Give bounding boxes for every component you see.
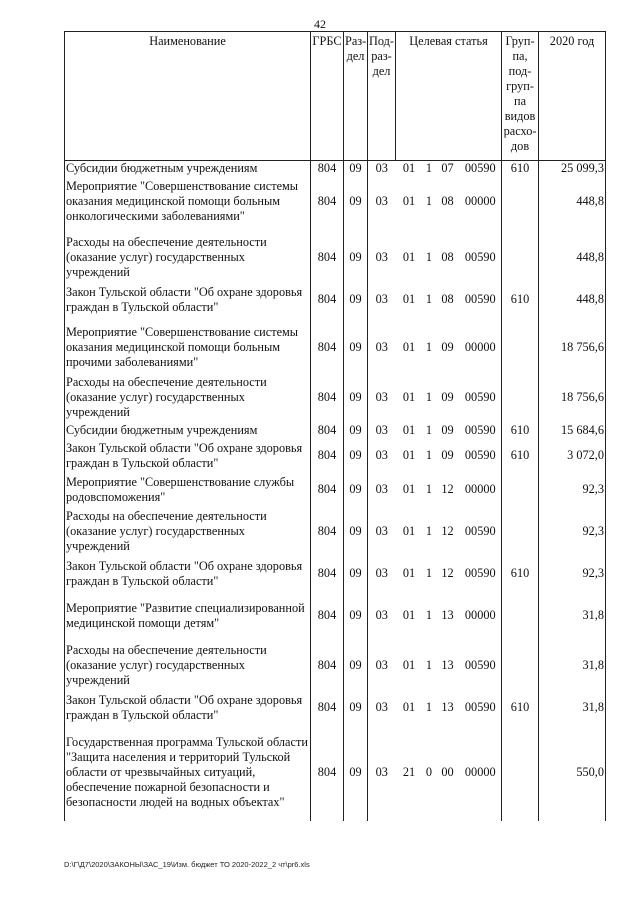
cell-vid: 610: [502, 439, 539, 473]
cell-pr: 03: [368, 641, 396, 691]
cell-t1: 21: [402, 765, 416, 779]
cell-t3: 08: [441, 250, 454, 264]
cell-t4: 00590: [464, 448, 496, 462]
table-row: [65, 161, 606, 177]
cell-t2: 0: [425, 765, 433, 779]
cell-t3: 12: [441, 482, 454, 496]
cell-amount: 31,8: [539, 691, 606, 725]
cell-vid: [502, 473, 539, 507]
cell-name: Расходы на обеспечение деятельности (оказание услуг) государственных учреждений: [65, 373, 311, 423]
cell-t3: 09: [441, 340, 454, 354]
header-vid: Груп-па, под-груп-па видов расхо-дов: [502, 32, 539, 161]
cell-t3: 07: [441, 161, 454, 176]
cell-grbs: 804: [311, 373, 344, 423]
cell-t4: 00590: [464, 524, 496, 538]
cell-pr: 03: [368, 373, 396, 423]
cell-t2: 1: [425, 482, 433, 496]
header-target: Целевая статья: [396, 32, 502, 161]
cell-t4: 00590: [464, 423, 496, 437]
table-row: [65, 233, 606, 283]
cell-grbs: 804: [311, 473, 344, 507]
cell-pr: 03: [368, 591, 396, 641]
cell-pr: 03: [368, 557, 396, 591]
cell-t3: 00: [441, 765, 454, 779]
cell-rz: 09: [344, 283, 368, 317]
cell-t3: 08: [441, 194, 454, 208]
table-row: [65, 591, 606, 641]
table-row: [65, 507, 606, 557]
cell-t4: 00590: [464, 292, 496, 306]
cell-vid: 610: [502, 423, 539, 439]
cell-t3: 13: [441, 700, 454, 714]
cell-grbs: 804: [311, 233, 344, 283]
cell-rz: 09: [344, 557, 368, 591]
cell-vid: 610: [502, 161, 539, 177]
cell-t2: 1: [425, 292, 433, 306]
cell-grbs: 804: [311, 439, 344, 473]
table-row: [65, 177, 606, 227]
cell-pr: 03: [368, 507, 396, 557]
cell-pr: 03: [368, 439, 396, 473]
cell-rz: 09: [344, 473, 368, 507]
cell-vid: 610: [502, 691, 539, 725]
cell-t1: 01: [402, 292, 416, 306]
cell-t2: 1: [425, 658, 433, 672]
cell-pr: 03: [368, 691, 396, 725]
table-header-row: [65, 32, 606, 161]
cell-rz: 09: [344, 423, 368, 439]
cell-name: Закон Тульской области "Об охране здоровья граждан в Тульской области": [65, 691, 311, 725]
cell-amount: 18 756,6: [539, 323, 606, 373]
cell-t3: 09: [441, 448, 454, 462]
cell-grbs: 804: [311, 641, 344, 691]
header-razdel: Раз-дел: [344, 32, 368, 161]
cell-t4: 00000: [464, 194, 496, 208]
cell-rz: 09: [344, 233, 368, 283]
page-number: 42: [314, 17, 326, 31]
cell-name: Расходы на обеспечение деятельности (оказание услуг) государственных учреждений: [65, 507, 311, 557]
cell-vid: 610: [502, 557, 539, 591]
cell-name: Закон Тульской области "Об охране здоровья граждан в Тульской области": [65, 439, 311, 473]
cell-t1: 01: [402, 390, 416, 404]
cell-rz: 09: [344, 691, 368, 725]
cell-name: Государственная программа Тульской области "Защита населения и территорий Тульской области от чрезвычайных ситуаций, обеспечение пожарной безопасности и безопасности людей на водных объектах": [65, 725, 311, 821]
cell-name: Закон Тульской области "Об охране здоровья граждан в Тульской области": [65, 283, 311, 317]
cell-t1: 01: [402, 700, 416, 714]
header-name: Наименование: [65, 32, 311, 161]
cell-amount: 448,8: [539, 283, 606, 317]
cell-name: Расходы на обеспечение деятельности (оказание услуг) государственных учреждений: [65, 641, 311, 691]
table-row: [65, 473, 606, 507]
cell-amount: 92,3: [539, 473, 606, 507]
cell-grbs: 804: [311, 691, 344, 725]
cell-t3: 12: [441, 566, 454, 580]
cell-name: Субсидии бюджетным учреждениям: [65, 423, 311, 439]
cell-t2: 1: [425, 340, 433, 354]
budget-table: [64, 31, 606, 821]
cell-amount: 15 684,6: [539, 423, 606, 439]
cell-grbs: 804: [311, 507, 344, 557]
cell-t4: 00000: [464, 765, 496, 779]
table-row: [65, 439, 606, 473]
cell-t2: 1: [425, 161, 433, 176]
table-row: [65, 373, 606, 423]
cell-pr: 03: [368, 423, 396, 439]
cell-amount: 448,8: [539, 233, 606, 283]
table-row: [65, 725, 606, 821]
cell-grbs: 804: [311, 177, 344, 227]
cell-grbs: 804: [311, 725, 344, 821]
cell-vid: [502, 233, 539, 283]
cell-t4: 00590: [464, 700, 496, 714]
cell-t4: 00590: [464, 390, 496, 404]
cell-t4: 00590: [464, 658, 496, 672]
cell-t1: 01: [402, 161, 416, 176]
cell-name: Мероприятие "Совершенствование системы оказания медицинской помощи больным прочими заболеваниями": [65, 323, 311, 373]
cell-t3: 12: [441, 524, 454, 538]
cell-rz: 09: [344, 439, 368, 473]
cell-pr: 03: [368, 323, 396, 373]
cell-t1: 01: [402, 658, 416, 672]
cell-amount: 3 072,0: [539, 439, 606, 473]
cell-t2: 1: [425, 700, 433, 714]
cell-vid: [502, 373, 539, 423]
header-amount: 2020 год: [539, 32, 606, 161]
cell-t2: 1: [425, 250, 433, 264]
cell-vid: 610: [502, 283, 539, 317]
cell-t2: 1: [425, 448, 433, 462]
cell-amount: 448,8: [539, 177, 606, 227]
cell-name: Закон Тульской области "Об охране здоровья граждан в Тульской области": [65, 557, 311, 591]
cell-pr: 03: [368, 161, 396, 177]
cell-rz: 09: [344, 507, 368, 557]
cell-t2: 1: [425, 566, 433, 580]
cell-t3: 09: [441, 423, 454, 437]
cell-t2: 1: [425, 423, 433, 437]
table-row: [65, 283, 606, 317]
cell-t4: 00590: [464, 566, 496, 580]
cell-grbs: 804: [311, 557, 344, 591]
cell-rz: 09: [344, 323, 368, 373]
table-row: [65, 557, 606, 591]
cell-t1: 01: [402, 482, 416, 496]
cell-vid: [502, 641, 539, 691]
cell-vid: [502, 725, 539, 821]
cell-vid: [502, 507, 539, 557]
cell-t1: 01: [402, 608, 416, 622]
cell-t2: 1: [425, 524, 433, 538]
cell-rz: 09: [344, 177, 368, 227]
cell-amount: 31,8: [539, 641, 606, 691]
cell-name: Расходы на обеспечение деятельности (оказание услуг) государственных учреждений: [65, 233, 311, 283]
cell-t3: 13: [441, 608, 454, 622]
cell-t3: 13: [441, 658, 454, 672]
table-row: [65, 423, 606, 439]
cell-t4: 00000: [464, 482, 496, 496]
cell-t3: 09: [441, 390, 454, 404]
table-body: [65, 161, 606, 821]
cell-grbs: 804: [311, 323, 344, 373]
cell-pr: 03: [368, 473, 396, 507]
cell-amount: 550,0: [539, 725, 606, 821]
cell-name: Мероприятие "Совершенствование службы родовспоможения": [65, 473, 311, 507]
cell-amount: 92,3: [539, 557, 606, 591]
cell-rz: 09: [344, 641, 368, 691]
cell-amount: 18 756,6: [539, 373, 606, 423]
cell-name: Мероприятие "Развитие специализированной медицинской помощи детям": [65, 591, 311, 641]
header-grbs: ГРБС: [311, 32, 344, 161]
file-path-footer: D:\Г\Д7\2020\ЗАКОНЫ\ЗАС_19\Изм. бюджет ТО 2020-2022_2 чт\pr6.xls: [64, 860, 310, 869]
cell-name: Субсидии бюджетным учреждениям: [65, 161, 311, 177]
cell-pr: 03: [368, 725, 396, 821]
table-row: [65, 323, 606, 373]
cell-t4: 00590: [464, 250, 496, 264]
cell-pr: 03: [368, 177, 396, 227]
cell-t1: 01: [402, 250, 416, 264]
cell-amount: 92,3: [539, 507, 606, 557]
cell-t2: 1: [425, 608, 433, 622]
cell-rz: 09: [344, 373, 368, 423]
cell-t4: 00000: [464, 340, 496, 354]
cell-t4: 00000: [464, 608, 496, 622]
cell-t4: 00590: [464, 161, 496, 176]
cell-t2: 1: [425, 390, 433, 404]
cell-amount: 25 099,3: [539, 161, 606, 177]
cell-rz: 09: [344, 161, 368, 177]
cell-name: Мероприятие "Совершенствование системы оказания медицинской помощи больным онкологическими заболеваниями": [65, 177, 311, 227]
cell-t1: 01: [402, 423, 416, 437]
cell-t1: 01: [402, 448, 416, 462]
cell-grbs: 804: [311, 591, 344, 641]
cell-vid: [502, 591, 539, 641]
cell-grbs: 804: [311, 423, 344, 439]
cell-t3: 08: [441, 292, 454, 306]
table-row: [65, 691, 606, 725]
cell-rz: 09: [344, 725, 368, 821]
cell-t1: 01: [402, 194, 416, 208]
cell-t1: 01: [402, 524, 416, 538]
header-podrazdel: Под-раз-дел: [368, 32, 396, 161]
cell-pr: 03: [368, 233, 396, 283]
table-row: [65, 641, 606, 691]
cell-grbs: 804: [311, 161, 344, 177]
cell-t2: 1: [425, 194, 433, 208]
cell-rz: 09: [344, 591, 368, 641]
cell-vid: [502, 177, 539, 227]
cell-amount: 31,8: [539, 591, 606, 641]
cell-pr: 03: [368, 283, 396, 317]
cell-t1: 01: [402, 566, 416, 580]
cell-vid: [502, 323, 539, 373]
cell-t1: 01: [402, 340, 416, 354]
cell-grbs: 804: [311, 283, 344, 317]
